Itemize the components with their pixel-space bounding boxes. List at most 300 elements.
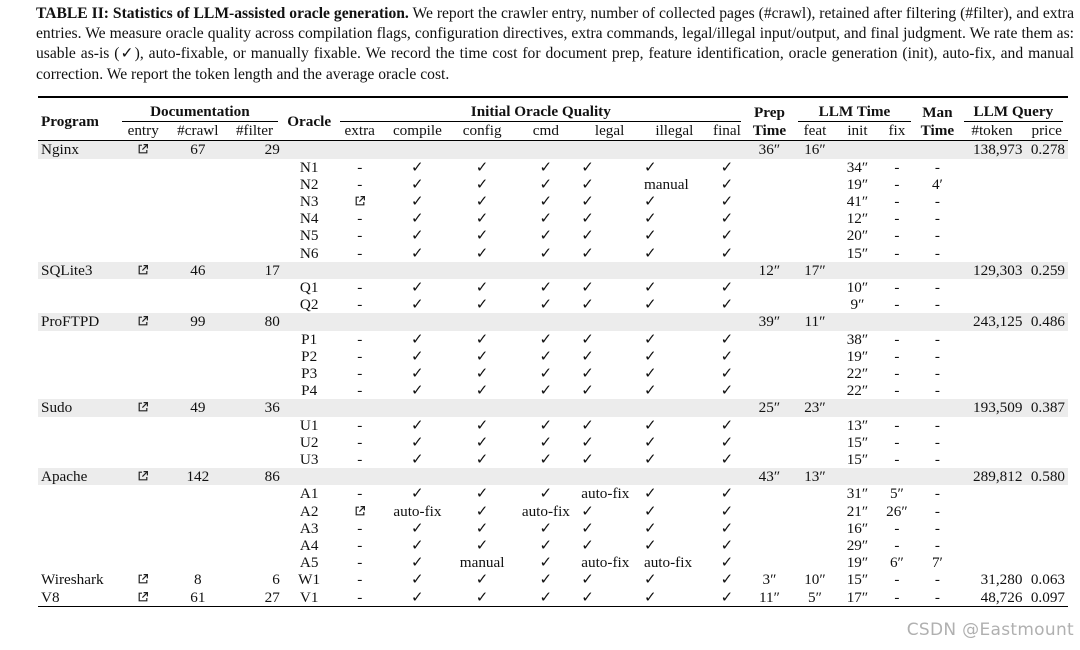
cell-man (916, 141, 958, 159)
cell-legal: ✓ (581, 365, 594, 383)
cell-cmd: ✓ (539, 175, 553, 193)
cell-filter: 27 (226, 589, 283, 607)
cell-config: ✓ (475, 296, 489, 314)
cell-extra: - (357, 175, 363, 193)
cell-init: 9″ (850, 296, 865, 314)
oracle-row (38, 451, 1068, 468)
cell-extra: - (357, 382, 363, 400)
cell-oracle: N3 (299, 193, 319, 211)
cell-price (1025, 434, 1068, 451)
cell-feat: 10″ (804, 571, 826, 589)
cell-man: - (934, 433, 940, 451)
cell-feat (793, 331, 838, 348)
cell-man (916, 468, 958, 485)
cell-oracle: P1 (301, 330, 318, 348)
cell-init: 15″ (846, 571, 869, 589)
cell-program (38, 279, 117, 296)
cell-crawl (170, 485, 227, 502)
cell-oracle (283, 468, 336, 485)
cell-fix: - (894, 175, 900, 193)
cell-config (451, 468, 514, 485)
cell-config: ✓ (475, 537, 489, 555)
cell-oracle: U2 (299, 433, 319, 451)
cell-compile: ✓ (411, 365, 424, 383)
program-row (38, 313, 1068, 330)
cell-man: - (934, 158, 940, 176)
external-link-icon[interactable] (354, 505, 366, 517)
cell-program (38, 503, 117, 520)
cell-filter (226, 434, 283, 451)
cell-fix: - (894, 347, 900, 365)
cell-man: - (934, 571, 940, 589)
oracle-row (38, 296, 1068, 313)
cell-program (38, 537, 117, 554)
cell-illegal: ✓ (643, 210, 657, 228)
cell-cmd: ✓ (539, 330, 553, 348)
cell-compile (384, 468, 451, 485)
cell-illegal: ✓ (643, 279, 657, 297)
cell-init: 12″ (846, 210, 869, 228)
cell-fix: - (894, 210, 900, 228)
cell-illegal: ✓ (643, 365, 657, 383)
cell-final: ✓ (720, 210, 734, 228)
table-caption (36, 4, 1074, 85)
cell-entry (117, 245, 170, 262)
cell-cmd: ✓ (539, 485, 553, 503)
cell-fix: - (894, 519, 900, 537)
cell-price: 0.259 (1025, 262, 1068, 279)
cell-config: ✓ (475, 193, 489, 211)
cell-oracle: Q1 (299, 279, 319, 297)
cell-filter (226, 485, 283, 502)
cell-fix (878, 468, 916, 485)
cell-crawl: 99 (170, 313, 227, 330)
cell-fix: 6″ (889, 554, 904, 572)
cell-token (959, 210, 1026, 227)
cell-program: Nginx (38, 141, 117, 159)
cell-config: ✓ (475, 244, 489, 262)
cell-prep (746, 245, 793, 262)
cell-config (451, 262, 514, 279)
header-row-groups (38, 97, 1068, 122)
cell-program (38, 382, 117, 399)
cell-init: 10″ (846, 279, 869, 297)
cell-filter (226, 348, 283, 365)
cell-token (959, 365, 1026, 382)
cell-fix: - (894, 537, 900, 555)
cell-compile: ✓ (411, 451, 424, 469)
cell-cmd: ✓ (539, 416, 553, 434)
cell-oracle (283, 399, 336, 416)
cell-price (1025, 348, 1068, 365)
cell-config (451, 399, 514, 416)
cell-price (1025, 176, 1068, 193)
external-link-icon[interactable] (137, 143, 149, 155)
cell-entry (117, 417, 170, 434)
oracle-row (38, 279, 1068, 296)
cell-compile: ✓ (411, 554, 424, 572)
cell-final: ✓ (720, 571, 734, 589)
cell-feat (793, 227, 838, 244)
cell-cmd: ✓ (539, 193, 553, 211)
cell-feat (793, 210, 838, 227)
cell-crawl (170, 348, 227, 365)
cell-program (38, 296, 117, 313)
cell-compile: ✓ (411, 158, 424, 176)
cell-config: ✓ (475, 416, 489, 434)
cell-entry (117, 537, 170, 554)
cell-filter (226, 451, 283, 468)
cell-oracle: A5 (299, 554, 319, 572)
cell-init: 20″ (846, 227, 869, 245)
header-program: Program (38, 97, 117, 141)
cell-init: 15″ (846, 244, 869, 262)
external-link-icon[interactable] (137, 573, 149, 585)
cell-compile (384, 141, 451, 159)
cell-config: ✓ (475, 227, 489, 245)
cell-feat: 16″ (793, 141, 838, 159)
cell-oracle: Q2 (299, 296, 319, 314)
cell-man (916, 313, 958, 330)
cell-config (451, 141, 514, 159)
cell-token (959, 176, 1026, 193)
cell-illegal (641, 313, 708, 330)
cell-entry (117, 434, 170, 451)
cell-illegal: ✓ (643, 227, 657, 245)
cell-compile (384, 262, 451, 279)
cell-filter (226, 245, 283, 262)
cell-illegal: ✓ (643, 382, 657, 400)
cell-entry (117, 503, 170, 520)
header-init: init (837, 122, 877, 141)
cell-crawl (170, 520, 227, 537)
cell-fix: - (894, 244, 900, 262)
cell-final: ✓ (720, 330, 734, 348)
cell-man: - (934, 210, 940, 228)
cell-config: ✓ (475, 365, 489, 383)
cell-entry (117, 262, 170, 279)
cell-price (1025, 520, 1068, 537)
oracle-row (38, 382, 1068, 399)
cell-compile: ✓ (384, 589, 451, 607)
cell-price (1025, 451, 1068, 468)
cell-oracle: N5 (299, 227, 319, 245)
cell-entry (117, 296, 170, 313)
cell-prep (746, 176, 793, 193)
cell-program: V8 (38, 589, 117, 607)
cell-cmd: ✓ (539, 451, 553, 469)
cell-token (959, 279, 1026, 296)
cell-prep (746, 348, 793, 365)
cell-crawl (170, 331, 227, 348)
cell-entry (117, 159, 170, 176)
cell-oracle: U1 (299, 416, 319, 434)
watermark: CSDN @Eastmount (906, 620, 1074, 640)
cell-token: 243,125 (959, 313, 1026, 330)
cell-man: - (934, 416, 940, 434)
cell-final: ✓ (720, 502, 734, 520)
cell-fix: - (894, 382, 900, 400)
cell-prep (746, 451, 793, 468)
cell-extra (335, 468, 384, 485)
cell-cmd: ✓ (539, 433, 553, 451)
cell-legal: ✓ (581, 502, 594, 520)
cell-fix: - (894, 330, 900, 348)
cell-feat (793, 296, 838, 313)
oracle-row (38, 193, 1068, 210)
cell-init: 13″ (846, 416, 869, 434)
header-extra: extra (335, 122, 384, 141)
external-link-icon[interactable] (137, 315, 149, 327)
cell-feat (793, 279, 838, 296)
cell-prep (746, 503, 793, 520)
cell-compile: ✓ (411, 279, 424, 297)
header-man-time: Time (916, 122, 958, 141)
oracle-row (38, 434, 1068, 451)
cell-init: 15″ (846, 433, 869, 451)
cell-extra: - (357, 537, 363, 555)
cell-cmd (514, 262, 579, 279)
cell-filter: 6 (272, 571, 280, 589)
cell-compile: ✓ (411, 175, 424, 193)
cell-feat: 13″ (793, 468, 838, 485)
cell-program (38, 348, 117, 365)
cell-prep: 43″ (746, 468, 793, 485)
cell-man: - (934, 519, 940, 537)
cell-fix: - (894, 416, 900, 434)
cell-fix: - (894, 571, 900, 589)
cell-prep: 11″ (746, 589, 793, 607)
cell-feat (793, 382, 838, 399)
cell-legal: ✓ (581, 451, 594, 469)
cell-prep (746, 434, 793, 451)
cell-illegal: ✓ (643, 158, 657, 176)
cell-oracle: P4 (301, 382, 318, 400)
cell-price (1025, 485, 1068, 502)
cell-config: ✓ (475, 210, 489, 228)
cell-entry (117, 571, 170, 588)
oracle-row (38, 227, 1068, 244)
cell-extra: - (357, 571, 363, 589)
cell-fix: - (894, 433, 900, 451)
cell-final (708, 468, 746, 485)
cell-cmd (514, 313, 579, 330)
cell-program: Sudo (38, 399, 117, 416)
cell-extra: - (357, 416, 363, 434)
cell-init: 22″ (846, 382, 869, 400)
cell-compile: ✓ (411, 433, 424, 451)
cell-program: Wireshark (41, 571, 104, 589)
cell-token (959, 296, 1026, 313)
cell-token (959, 537, 1026, 554)
cell-illegal: ✓ (643, 347, 657, 365)
cell-oracle: A4 (299, 537, 319, 555)
cell-fix: - (894, 451, 900, 469)
cell-filter (226, 331, 283, 348)
cell-man: 7′ (931, 554, 943, 572)
cell-filter: 80 (226, 313, 283, 330)
cell-legal: ✓ (581, 210, 594, 228)
cell-cmd: ✓ (539, 382, 553, 400)
cell-legal: ✓ (581, 193, 594, 211)
cell-crawl (170, 176, 227, 193)
cell-entry (117, 227, 170, 244)
cell-cmd: ✓ (539, 571, 553, 589)
cell-legal: ✓ (581, 537, 594, 555)
cell-price (1025, 382, 1068, 399)
cell-config: ✓ (475, 571, 489, 589)
cell-token (959, 503, 1026, 520)
cell-init: 41″ (846, 193, 869, 211)
oracle-row (38, 417, 1068, 434)
cell-program (38, 417, 117, 434)
cell-filter: 36 (226, 399, 283, 416)
cell-entry (117, 554, 170, 571)
cell-compile: ✓ (411, 485, 424, 503)
header-cmd: cmd (514, 122, 579, 141)
cell-man: - (934, 365, 940, 383)
cell-illegal: ✓ (643, 296, 657, 314)
oracle-row (38, 537, 1068, 554)
cell-fix: - (894, 227, 900, 245)
cell-price (1025, 245, 1068, 262)
cell-illegal (641, 262, 708, 279)
cell-price (1025, 193, 1068, 210)
external-link-icon[interactable] (137, 401, 149, 413)
header-token: #token (959, 122, 1026, 141)
cell-feat (793, 176, 838, 193)
cell-oracle: N2 (299, 175, 319, 193)
external-link-icon[interactable] (354, 195, 366, 207)
cell-token (959, 245, 1026, 262)
cell-compile (384, 399, 451, 416)
header-crawl: #crawl (170, 122, 227, 141)
cell-legal: ✓ (581, 416, 594, 434)
cell-man: - (934, 227, 940, 245)
cell-oracle: N1 (299, 158, 319, 176)
cell-man: - (916, 589, 958, 607)
cell-compile: ✓ (411, 347, 424, 365)
header-man: Man (922, 104, 953, 121)
cell-crawl (170, 434, 227, 451)
cell-init (837, 468, 877, 485)
cell-price (1025, 296, 1068, 313)
external-link-icon[interactable] (137, 470, 149, 482)
cell-man (916, 399, 958, 416)
cell-init: 29″ (846, 537, 869, 555)
cell-oracle: A3 (299, 519, 319, 537)
header-initial-oracle-quality: Initial Oracle Quality (335, 97, 746, 122)
cell-program (38, 434, 117, 451)
cell-feat (793, 520, 838, 537)
cell-legal: ✓ (581, 519, 594, 537)
cell-prep (746, 537, 793, 554)
oracle-row (38, 331, 1068, 348)
cell-oracle (283, 141, 336, 159)
cell-config: ✓ (475, 175, 489, 193)
cell-extra: - (357, 244, 363, 262)
cell-fix (878, 313, 916, 330)
cell-token (959, 331, 1026, 348)
cell-final (708, 313, 746, 330)
cell-extra (335, 141, 384, 159)
cell-man: - (934, 451, 940, 469)
cell-final: ✓ (720, 244, 734, 262)
cell-cmd (514, 399, 579, 416)
cell-crawl: 8 (194, 571, 202, 589)
cell-feat: 5″ (793, 589, 838, 607)
cell-price (1025, 210, 1068, 227)
cell-final (708, 262, 746, 279)
header-feat: feat (793, 122, 838, 141)
cell-extra (335, 193, 384, 210)
cell-extra: - (357, 158, 363, 176)
cell-legal (578, 313, 641, 330)
cell-cmd: ✓ (539, 296, 553, 314)
cell-program (38, 331, 117, 348)
cell-program (38, 365, 117, 382)
cell-compile: ✓ (411, 519, 424, 537)
cell-prep (746, 382, 793, 399)
cell-fix: 26″ (886, 502, 908, 520)
cell-price: 0.097 (1025, 589, 1068, 607)
cell-crawl (170, 451, 227, 468)
cell-crawl (170, 417, 227, 434)
cell-cmd: ✓ (539, 227, 553, 245)
cell-final: ✓ (720, 279, 734, 297)
external-link-icon[interactable] (137, 591, 149, 603)
cell-oracle (283, 262, 336, 279)
cell-extra: - (357, 279, 363, 297)
cell-cmd: ✓ (539, 244, 553, 262)
cell-feat: 17″ (793, 262, 838, 279)
cell-man: - (934, 330, 940, 348)
cell-crawl: 61 (170, 589, 227, 607)
cell-token (959, 193, 1026, 210)
cell-config: ✓ (451, 589, 514, 607)
cell-init: 38″ (846, 330, 869, 348)
cell-legal: ✓ (581, 158, 594, 176)
cell-feat (793, 417, 838, 434)
cell-token: 138,973 (959, 141, 1026, 159)
cell-feat (793, 245, 838, 262)
cell-feat (793, 451, 838, 468)
cell-entry (117, 193, 170, 210)
cell-legal: ✓ (581, 433, 594, 451)
cell-crawl: 67 (170, 141, 227, 159)
cell-fix: - (894, 365, 900, 383)
cell-illegal (641, 468, 708, 485)
stats-table (38, 96, 1068, 607)
cell-legal: auto-fix (581, 554, 630, 572)
cell-program (38, 245, 117, 262)
cell-extra: - (335, 589, 384, 607)
cell-feat (793, 193, 838, 210)
cell-cmd: ✓ (539, 519, 553, 537)
cell-legal: ✓ (581, 347, 594, 365)
cell-man: - (934, 537, 940, 555)
cell-feat (793, 159, 838, 176)
header-price: price (1025, 122, 1068, 141)
cell-fix: - (878, 589, 916, 607)
cell-filter: 17 (226, 262, 283, 279)
cell-init: 16″ (846, 519, 869, 537)
cell-entry (117, 485, 170, 502)
external-link-icon[interactable] (137, 264, 149, 276)
cell-prep (746, 554, 793, 571)
cell-init: 19″ (846, 347, 869, 365)
cell-entry (117, 176, 170, 193)
